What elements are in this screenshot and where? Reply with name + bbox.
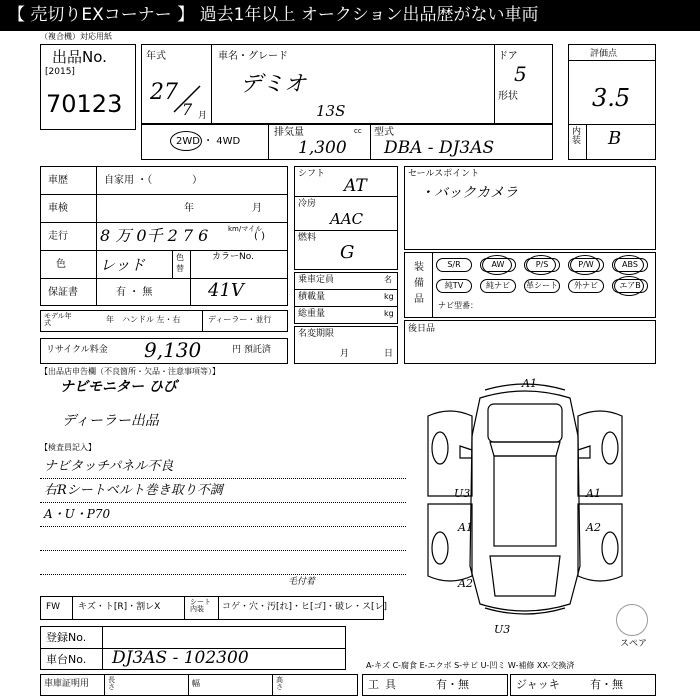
equip-pw-circle <box>570 255 600 275</box>
aircon-label: 冷房 <box>298 199 317 209</box>
registration-label: 登録No. <box>46 631 87 644</box>
seat-note: 毛付着 <box>288 577 316 587</box>
model-type-label: 型式 <box>374 127 394 138</box>
equip-pw: P/W <box>568 258 604 272</box>
car-damage-diagram <box>410 376 640 626</box>
shape-label: 形状 <box>498 91 518 102</box>
damage-legend: A-キズ C-腐食 E-エクボ S-サビ U-凹ミ W-補修 XX-交換済 <box>366 661 575 670</box>
mark-front: A1 <box>522 377 537 390</box>
inspection-month: 月 <box>252 203 262 214</box>
aircon-value: AAC <box>330 210 364 228</box>
tools-label: 工具 <box>368 678 402 691</box>
sales-point-value: ・バックカメラ <box>420 185 518 201</box>
grade-value: 13S <box>316 102 346 120</box>
seller-note-1: ナビモニター ひび <box>60 379 177 395</box>
recycle-label: リサイクル料金 <box>46 345 108 355</box>
name-change-label: 名変期限 <box>298 329 335 339</box>
lot-label: 出品No. <box>52 48 107 66</box>
mileage-label: 走行 <box>48 231 68 242</box>
history-value: 自家用 ・（ ） <box>104 175 203 186</box>
weight-label: 総重量 <box>298 309 326 319</box>
equip-navi: 純ナビ <box>480 279 516 293</box>
top-note: （複合機）対応用紙 <box>40 32 112 41</box>
drive-options: 2WD ・ 4WD <box>176 136 241 147</box>
seller-notes-label: 【出品店申告欄（不良箇所・欠品・注意事項等）】 <box>40 367 220 376</box>
equip-abs-circle <box>614 255 644 275</box>
interior-label: 内装 <box>572 127 582 146</box>
equip-airbag-circle <box>614 276 644 296</box>
score-label: 評価点 <box>590 49 618 59</box>
spare-tire-icon <box>616 604 648 636</box>
chassis-label: 車台No. <box>46 653 87 666</box>
equipment-label: 装備品 <box>414 262 424 305</box>
inspector-note-1: ナビタッチパネル不良 <box>44 459 174 474</box>
car-name-label: 車名・グレード <box>218 51 288 62</box>
color-label: 色 <box>56 259 66 270</box>
month-value: 7 <box>182 100 193 119</box>
color-change-label: 色替 <box>176 253 184 273</box>
mileage-unit: km/マイル <box>228 225 263 233</box>
color-code-label: カラーNo. <box>212 252 254 262</box>
equip-abs: ABS <box>612 258 648 272</box>
jack-value: 有・無 <box>590 678 623 691</box>
load-unit: kg <box>384 292 394 301</box>
month-label: 月 <box>198 111 208 121</box>
displacement-unit: cc <box>354 127 362 135</box>
mileage-paren: ( ) <box>254 231 265 242</box>
recycle-unit: 円 預託済 <box>232 345 271 355</box>
garage-cert-label: 車庫証明用 <box>44 679 90 689</box>
weight-unit: kg <box>384 309 394 318</box>
warranty-code: 41V <box>208 280 244 301</box>
post-note-box <box>404 320 656 364</box>
inspection-year: 年 <box>184 203 194 214</box>
inspection-label: 車検 <box>48 203 68 214</box>
mileage-value: 8 万 0千 2 7 6 <box>100 226 209 245</box>
drive-selected-circle <box>170 131 202 151</box>
load-label: 積載量 <box>298 292 326 302</box>
name-change-day: 日 <box>384 349 394 359</box>
lot-number: 70123 <box>46 90 123 118</box>
tools-value: 有・無 <box>436 678 469 691</box>
mark-left-a1: A1 <box>458 521 473 534</box>
recycle-value: 9,130 <box>144 338 202 362</box>
equip-sr: S/R <box>436 258 472 272</box>
score-value: 3.5 <box>592 84 631 112</box>
post-note-label: 後日品 <box>408 324 436 334</box>
capacity-label: 乗車定員 <box>298 275 335 285</box>
mark-rear-a2: A2 <box>458 577 473 590</box>
car-name-value: デミオ <box>240 72 307 97</box>
equip-ps-circle <box>526 255 556 275</box>
seat-options: コゲ・穴・汚[れ]・ヒ[ゴ]・破レ・ス[レ] <box>222 602 388 612</box>
warranty-value: 有 ・ 無 <box>116 287 153 298</box>
cert-height: 高さ <box>276 676 283 691</box>
equip-aw-circle <box>482 255 512 275</box>
displacement-value: 1,300 <box>298 138 347 158</box>
mark-right-a1: A1 <box>586 487 601 500</box>
chassis-value: DJ3AS - 102300 <box>112 648 249 668</box>
capacity-unit: 名 <box>384 275 392 284</box>
inspector-note-3: A・U・P70 <box>44 507 111 521</box>
model-row-dealer: ディーラー・並行 <box>208 315 272 324</box>
cert-length: 長さ <box>108 676 115 691</box>
shift-label: シフト <box>298 169 326 179</box>
floor-options: キズ・ト[R]・割レX <box>78 602 161 612</box>
mark-right-a2: A2 <box>586 521 601 534</box>
floor-label: FW <box>46 602 61 612</box>
warranty-label: 保証書 <box>48 287 78 298</box>
equip-ext-navi: 外ナビ <box>568 279 604 293</box>
year-slash <box>168 84 208 114</box>
model-row-handle: ハンドル 左・右 <box>122 315 181 324</box>
fuel-value: G <box>340 242 355 263</box>
equip-aw: AW <box>480 258 516 272</box>
model-row-year: 年 <box>106 315 114 324</box>
model-type-value: DBA - DJ3AS <box>384 138 495 158</box>
navi-model-label: ナビ型番： <box>438 301 478 310</box>
name-change-month: 月 <box>340 349 350 359</box>
seat-label: シート内装 <box>190 598 211 613</box>
banner: 【 売切りEXコーナー 】 過去1年以上 オークション出品歴がない車両 <box>0 0 700 31</box>
inspector-note-2: 右Rシートベルト巻き取り不調 <box>44 483 223 498</box>
mark-rear-u3: U3 <box>494 623 511 636</box>
history-label: 車歴 <box>48 175 68 186</box>
year-label: 年式 <box>146 51 166 62</box>
sales-point-label: セールスポイント <box>408 169 480 179</box>
year-value: 27 <box>150 80 178 105</box>
jack-label: ジャッキ <box>516 678 560 691</box>
fuel-label: 燃料 <box>298 233 317 243</box>
equip-tv: 純TV <box>436 279 472 293</box>
inspector-label: 【検査員記入】 <box>40 443 96 452</box>
lot-year-tag: [2015] <box>45 67 75 77</box>
seller-note-2: ディーラー出品 <box>62 413 159 429</box>
displacement-label: 排気量 <box>274 127 304 138</box>
mark-left-u3: U3 <box>454 487 471 500</box>
shift-value: AT <box>344 176 367 196</box>
cert-width: 幅 <box>192 679 200 688</box>
equip-leather: 革シート <box>524 279 560 293</box>
model-row-label: モデル年式 <box>44 312 72 327</box>
doors-label: ドア <box>498 51 518 62</box>
interior-value: B <box>608 128 622 149</box>
spare-label: スペア <box>620 639 648 649</box>
doors-value: 5 <box>514 62 527 86</box>
color-value: レッド <box>100 256 145 274</box>
equip-ps: P/S <box>524 258 560 272</box>
equip-airbag: エアB <box>612 279 648 293</box>
